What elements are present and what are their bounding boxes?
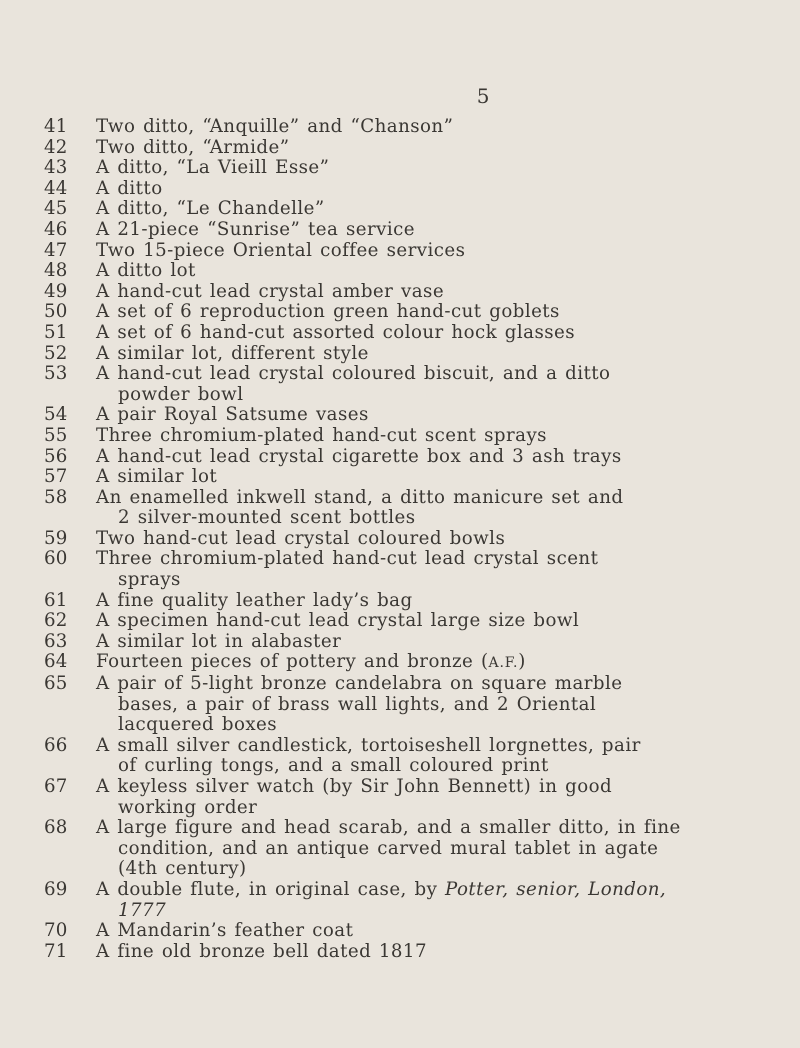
lot-number: 43 [44, 157, 68, 179]
lot-line: A Mandarin’s feather coat [96, 920, 354, 942]
lot-item [44, 652, 792, 674]
lot-description [96, 117, 792, 138]
lot-number: 70 [44, 920, 68, 942]
lot-line: A fine quality leather lady’s bag [96, 589, 413, 611]
lot-description [96, 405, 792, 426]
lot-description [96, 261, 792, 282]
lot-number: 58 [44, 486, 68, 508]
lot-item [44, 632, 792, 653]
lot-number: 66 [44, 734, 68, 756]
lot-line: A similar lot in alabaster [96, 630, 342, 652]
lot-number: 61 [44, 589, 68, 611]
lot-item [44, 591, 792, 612]
lot-line: A ditto [96, 177, 163, 199]
lot-line-continued: lacquered boxes [118, 714, 278, 736]
lot-line: A ditto lot [96, 260, 196, 282]
lot-line-continued: (4th century) [118, 858, 247, 880]
lot-item [44, 405, 792, 426]
lot-description [96, 220, 792, 241]
lot-number: 48 [44, 260, 68, 282]
lot-description [96, 241, 792, 262]
lot-number: 52 [44, 342, 68, 364]
lot-number: 65 [44, 673, 68, 695]
lot-number: 53 [44, 363, 68, 385]
lot-line: Two 15-piece Oriental coffee services [96, 239, 466, 261]
lot-description [96, 549, 792, 590]
lot-number: 51 [44, 321, 68, 343]
lot-number: 67 [44, 776, 68, 797]
lot-line: A hand-cut lead crystal amber vase [96, 280, 445, 302]
lot-line: Two hand-cut lead crystal coloured bowls [96, 527, 506, 549]
lot-description [96, 467, 792, 488]
lot-line: Three chromium-plated hand-cut scent sprays [96, 424, 547, 446]
date-text: 1777 [118, 899, 167, 921]
lot-number: 60 [44, 548, 68, 570]
lot-item [44, 344, 792, 365]
lot-line: Two ditto, “Anquille” and “Chanson” [96, 116, 454, 137]
lot-description [96, 777, 792, 818]
lot-item [44, 880, 792, 921]
lot-description [96, 282, 792, 303]
lot-description [96, 302, 792, 323]
lot-number: 42 [44, 136, 68, 158]
lot-line [96, 652, 792, 674]
lot-line-continued: sprays [118, 569, 181, 591]
lot-item [44, 364, 792, 405]
lot-number: 45 [44, 198, 68, 220]
lot-line: A ditto, “La Vieill Esse” [96, 157, 330, 179]
lot-line: A hand-cut lead crystal coloured biscuit, and a ditto [96, 363, 611, 385]
lot-item [44, 467, 792, 488]
lot-line-continued: of curling tongs, and a small coloured print [118, 755, 549, 777]
lot-line: A small silver candlestick, tortoiseshell lorgnettes, pair [96, 734, 641, 756]
lot-description [96, 736, 792, 777]
lot-line: A similar lot [96, 466, 218, 488]
lot-number: 62 [44, 610, 68, 632]
lot-description [96, 529, 792, 550]
lot-item [44, 818, 792, 880]
lot-number: 64 [44, 651, 68, 673]
lot-item [44, 549, 792, 590]
lot-item [44, 736, 792, 777]
lot-line-continued [96, 901, 792, 922]
lot-item [44, 777, 792, 818]
lot-line: A specimen hand-cut lead crystal large size bowl [96, 610, 580, 632]
lot-description [96, 921, 792, 942]
lot-line: An enamelled inkwell stand, a ditto manicure set and [96, 486, 624, 508]
lot-text: ) [518, 651, 526, 673]
lot-item [44, 323, 792, 344]
lot-number: 41 [44, 116, 68, 137]
lot-description [96, 158, 792, 179]
lot-item [44, 179, 792, 200]
lot-line-continued: condition, and an antique carved mural tablet in agate [118, 837, 659, 859]
lot-line: A hand-cut lead crystal cigarette box and 3 ash trays [96, 445, 622, 467]
lot-description [96, 179, 792, 200]
lot-number: 57 [44, 466, 68, 488]
lot-line: A large figure and head scarab, and a smaller ditto, in fine [96, 817, 681, 839]
lot-line-continued: working order [118, 796, 258, 818]
lot-line: A fine old bronze bell dated 1817 [96, 940, 427, 962]
lot-number: 44 [44, 177, 68, 199]
lot-description [96, 488, 792, 529]
lot-number: 54 [44, 404, 68, 426]
lot-number: 46 [44, 218, 68, 240]
lot-item [44, 220, 792, 241]
lot-number: 59 [44, 527, 68, 549]
lot-line-continued: bases, a pair of brass wall lights, and 2 Oriental [118, 693, 597, 715]
lot-number: 63 [44, 630, 68, 652]
lot-description [96, 652, 792, 674]
lot-line: Two ditto, “Armide” [96, 136, 290, 158]
page-number: 5 [476, 84, 490, 108]
lot-number: 47 [44, 239, 68, 261]
lot-description [96, 674, 792, 736]
lot-description [96, 818, 792, 880]
lot-item [44, 942, 792, 963]
lot-number: 69 [44, 878, 68, 900]
lot-description [96, 447, 792, 468]
lot-number: 68 [44, 817, 68, 839]
lot-list [44, 117, 792, 962]
lot-description [96, 426, 792, 447]
lot-item [44, 611, 792, 632]
lot-line: A pair Royal Satsume vases [96, 404, 369, 426]
lot-description [96, 323, 792, 344]
lot-description [96, 138, 792, 159]
lot-item [44, 241, 792, 262]
lot-line-continued: powder bowl [118, 383, 244, 405]
lot-description [96, 344, 792, 365]
lot-description [96, 632, 792, 653]
lot-item [44, 117, 792, 138]
lot-text: Fourteen pieces of pottery and bronze ( [96, 651, 489, 673]
lot-item [44, 674, 792, 736]
lot-item [44, 138, 792, 159]
lot-line [96, 880, 792, 901]
lot-number: 55 [44, 424, 68, 446]
lot-item [44, 282, 792, 303]
lot-number: 49 [44, 280, 68, 302]
lot-description [96, 591, 792, 612]
lot-number: 71 [44, 940, 68, 962]
lot-line: A keyless silver watch (by Sir John Bennett) in good [96, 776, 613, 797]
lot-description [96, 880, 792, 921]
lot-line: A set of 6 hand-cut assorted colour hock glasses [96, 321, 576, 343]
lot-number: 56 [44, 445, 68, 467]
lot-item [44, 488, 792, 529]
lot-description [96, 364, 792, 405]
lot-line: A similar lot, different style [96, 342, 369, 364]
lot-description [96, 611, 792, 632]
lot-description [96, 942, 792, 963]
lot-item [44, 447, 792, 468]
lot-line: A 21-piece “Sunrise” tea service [96, 218, 415, 240]
lot-description [96, 199, 792, 220]
lot-line: A pair of 5-light bronze candelabra on square marble [96, 673, 623, 695]
lot-item [44, 158, 792, 179]
lot-number: 50 [44, 301, 68, 323]
lot-item [44, 529, 792, 550]
lot-line: A set of 6 reproduction green hand-cut goblets [96, 301, 560, 323]
lot-item [44, 199, 792, 220]
lot-item [44, 426, 792, 447]
lot-item [44, 302, 792, 323]
condition-note: A.F. [488, 655, 519, 672]
lot-item [44, 261, 792, 282]
lot-line: A ditto, “Le Chandelle” [96, 198, 325, 220]
maker-name: Potter, senior, London, [445, 878, 667, 900]
lot-text: A double flute, in original case, by [96, 878, 446, 900]
lot-line-continued: 2 silver-mounted scent bottles [118, 507, 416, 529]
lot-item [44, 921, 792, 942]
lot-line: Three chromium-plated hand-cut lead crystal scent [96, 548, 599, 570]
